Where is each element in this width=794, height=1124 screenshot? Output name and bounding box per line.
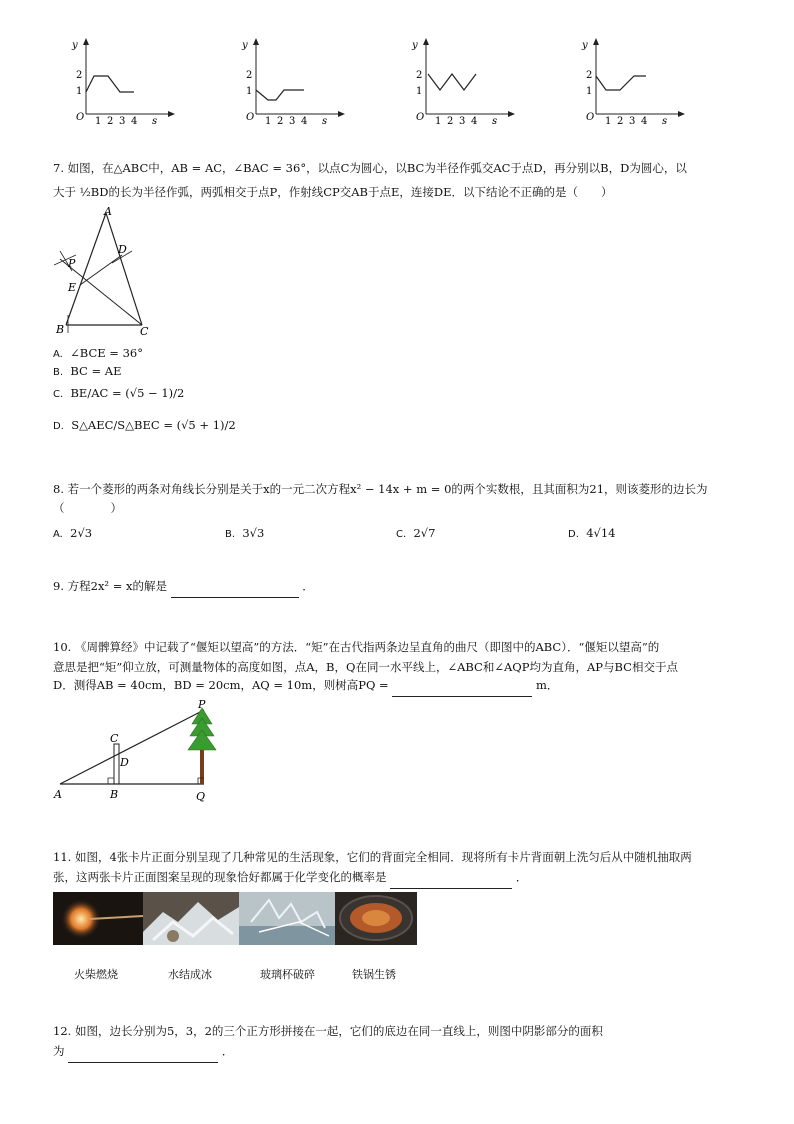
x-tick: 3 xyxy=(459,116,466,124)
q9-answer-blank[interactable] xyxy=(171,575,299,598)
q7-option-d[interactable]: D. S△AEC/S△BEC = (√5 + 1)/2 xyxy=(53,418,236,432)
point-label-e: E xyxy=(68,281,77,294)
photo-water-freezing xyxy=(143,892,239,945)
caption-water-freezing: 水结成冰 xyxy=(168,968,212,981)
x-axis-label: s xyxy=(152,116,158,124)
graph-option-a xyxy=(66,32,176,124)
y-tick: 2 xyxy=(416,70,423,81)
origin-label: O xyxy=(586,112,595,123)
x-tick: 4 xyxy=(131,116,138,124)
x-tick: 2 xyxy=(277,116,284,124)
q12-stem-line2: 为 ． xyxy=(53,1040,233,1063)
x-tick: 2 xyxy=(107,116,114,124)
point-label-a: A xyxy=(54,788,62,801)
q10-tree-figure xyxy=(48,698,223,806)
origin-label: O xyxy=(246,112,255,123)
point-label-p: P xyxy=(198,698,206,711)
q8-stem-line2: （ ） xyxy=(53,501,122,515)
caption-glass-breaking: 玻璃杯破碎 xyxy=(260,968,315,981)
q7-stem-line1: 7. 如图，在△ABC中，AB = AC，∠BAC = 36°，以点C为圆心，以BC为半径作弧交AC于点D，再分别以B，D为圆心，以 xyxy=(53,161,687,175)
y-axis-label: y xyxy=(412,40,418,51)
graph-option-d xyxy=(576,32,686,124)
x-tick: 4 xyxy=(471,116,478,124)
x-tick: 4 xyxy=(641,116,648,124)
x-tick: 1 xyxy=(605,116,612,124)
vertex-label-c: C xyxy=(140,325,149,338)
q7-option-b[interactable]: B. BC = AE xyxy=(53,364,122,378)
caption-iron-rusting: 铁锅生锈 xyxy=(352,968,396,981)
x-tick: 2 xyxy=(447,116,454,124)
x-tick: 2 xyxy=(617,116,624,124)
q7-triangle-figure xyxy=(50,205,160,340)
q7-stem-line2: 大于 ½BD的长为半径作弧，两弧相交于点P，作射线CP交AB于点E，连接DE．以下结论不正确的是（ ） xyxy=(53,185,613,199)
photo-match-burning xyxy=(53,892,143,945)
point-label-d: D xyxy=(118,243,127,256)
x-tick: 3 xyxy=(289,116,296,124)
x-axis-label: s xyxy=(322,116,328,124)
y-tick: 1 xyxy=(416,86,423,97)
q8-stem-line1: 8. 若一个菱形的两条对角线长分别是关于x的一元二次方程x² − 14x + m = 0的两个实数根，且其面积为21，则该菱形的边长为 xyxy=(53,482,708,496)
point-label-c: C xyxy=(110,732,119,745)
q8-option-c[interactable]: C. 2√7 xyxy=(396,526,436,540)
y-axis-label: y xyxy=(72,40,78,51)
q10-answer-blank[interactable] xyxy=(392,674,532,697)
q10-stem-line2: 意思是把“矩”仰立放，可测量物体的高度如图，点A，B，Q在同一水平线上，∠ABC和∠AQP均为直角，AP与BC相交于点 xyxy=(53,660,678,674)
x-axis-label: s xyxy=(492,116,498,124)
photo-iron-rusting xyxy=(335,892,417,945)
q8-option-b[interactable]: B. 3√3 xyxy=(225,526,265,540)
q8-option-a[interactable]: A. 2√3 xyxy=(53,526,93,540)
x-tick: 4 xyxy=(301,116,308,124)
q12-answer-blank[interactable] xyxy=(68,1040,218,1063)
x-tick: 1 xyxy=(435,116,442,124)
y-tick: 1 xyxy=(586,86,593,97)
x-tick: 1 xyxy=(95,116,102,124)
x-tick: 3 xyxy=(629,116,636,124)
q12-stem-line1: 12. 如图，边长分别为5，3，2的三个正方形拼接在一起，它们的底边在同一直线上，则图中阴影部分的面积 xyxy=(53,1024,603,1038)
q11-stem-line2: 张，这两张卡片正面图案呈现的现象恰好都属于化学变化的概率是 ． xyxy=(53,866,527,889)
photo-glass-breaking xyxy=(239,892,335,945)
point-label-p: P xyxy=(68,257,76,270)
point-label-q: Q xyxy=(196,790,206,803)
q10-stem-line1: 10. 《周髀算经》中记载了“偃矩以望高”的方法．“矩”在古代指两条边呈直角的曲尺（即图中的ABC）．“偃矩以望高”的 xyxy=(53,640,660,654)
graph-option-b xyxy=(236,32,346,124)
y-tick: 2 xyxy=(246,70,253,81)
q9-stem: 9. 方程2x² = x的解是 ． xyxy=(53,575,314,598)
y-tick: 1 xyxy=(76,86,83,97)
y-tick: 2 xyxy=(586,70,593,81)
q10-stem-line3: D．测得AB = 40cm，BD = 20cm，AQ = 10m，则树高PQ = m． xyxy=(53,674,558,697)
x-axis-label: s xyxy=(662,116,668,124)
point-label-b: B xyxy=(110,788,119,801)
caption-match-burning: 火柴燃烧 xyxy=(74,968,118,981)
q7-option-c[interactable]: C. BE/AC = (√5 − 1)/2 xyxy=(53,386,185,400)
y-axis-label: y xyxy=(582,40,588,51)
y-tick: 1 xyxy=(246,86,253,97)
origin-label: O xyxy=(76,112,85,123)
q11-stem-line1: 11. 如图，4张卡片正面分别呈现了几种常见的生活现象，它们的背面完全相同．现将所有卡片背面朝上洗匀后从中随机抽取两 xyxy=(53,850,692,864)
vertex-label-a: A xyxy=(104,205,112,218)
x-tick: 1 xyxy=(265,116,272,124)
vertex-label-b: B xyxy=(56,323,65,336)
y-axis-label: y xyxy=(242,40,248,51)
point-label-d: D xyxy=(120,756,129,769)
graph-option-c xyxy=(406,32,516,124)
y-tick: 2 xyxy=(76,70,83,81)
q11-answer-blank[interactable] xyxy=(390,866,512,889)
q8-option-d[interactable]: D. 4√14 xyxy=(568,526,616,540)
origin-label: O xyxy=(416,112,425,123)
x-tick: 3 xyxy=(119,116,126,124)
q7-option-a[interactable]: A. ∠BCE = 36° xyxy=(53,346,143,360)
